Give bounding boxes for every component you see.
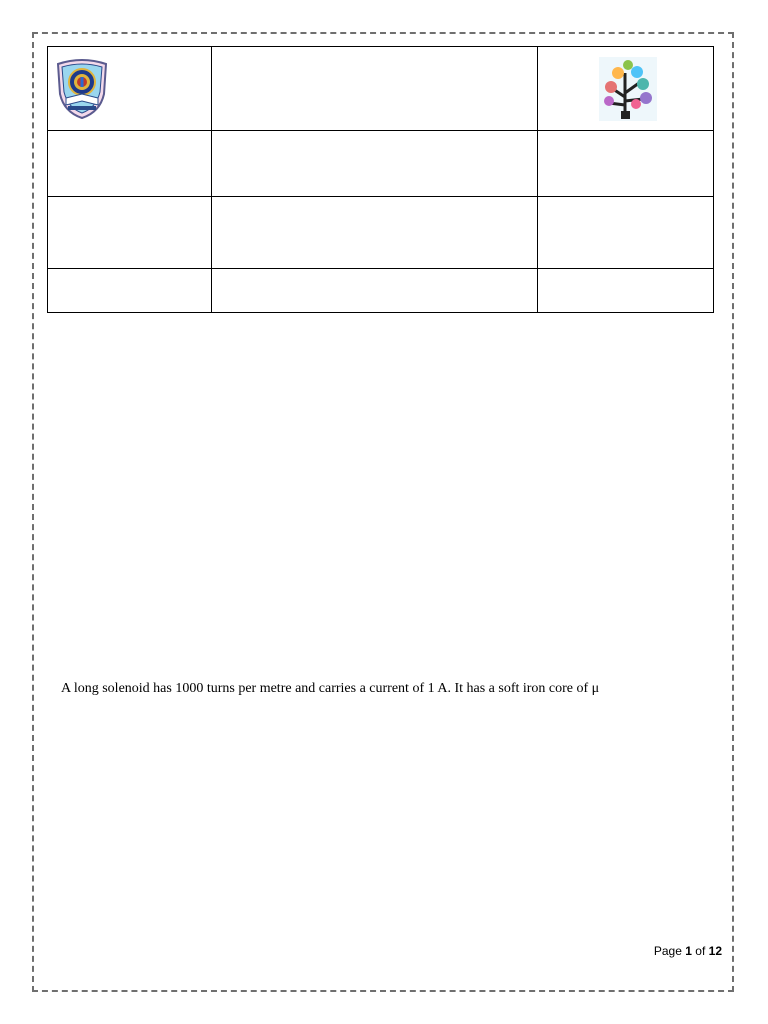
header-cell bbox=[538, 269, 714, 313]
school-logo bbox=[54, 58, 110, 120]
tree-logo bbox=[599, 57, 657, 121]
header-row-2 bbox=[48, 131, 714, 197]
header-row-3 bbox=[48, 197, 714, 269]
header-row-logos bbox=[48, 47, 714, 131]
header-cell bbox=[212, 269, 538, 313]
page-word: Page bbox=[653, 944, 682, 958]
header-row-4 bbox=[48, 269, 714, 313]
header-table bbox=[47, 46, 714, 313]
current-page-number: 1 bbox=[685, 944, 692, 958]
question-text: A long solenoid has 1000 turns per metre and carries a current of 1 A. It has a soft iron core of μ bbox=[61, 681, 600, 696]
of-word: of bbox=[695, 944, 706, 958]
tree-logo-cell bbox=[538, 47, 714, 131]
header-title-cell bbox=[212, 47, 538, 131]
page-number bbox=[654, 944, 722, 958]
school-logo-cell bbox=[48, 47, 212, 131]
header-cell bbox=[538, 197, 714, 269]
header-cell bbox=[48, 269, 212, 313]
header-cell bbox=[538, 131, 714, 197]
header-cell bbox=[48, 131, 212, 197]
header-cell bbox=[212, 197, 538, 269]
header-cell bbox=[212, 131, 538, 197]
total-pages-number: 12 bbox=[708, 944, 722, 958]
header-cell bbox=[48, 197, 212, 269]
